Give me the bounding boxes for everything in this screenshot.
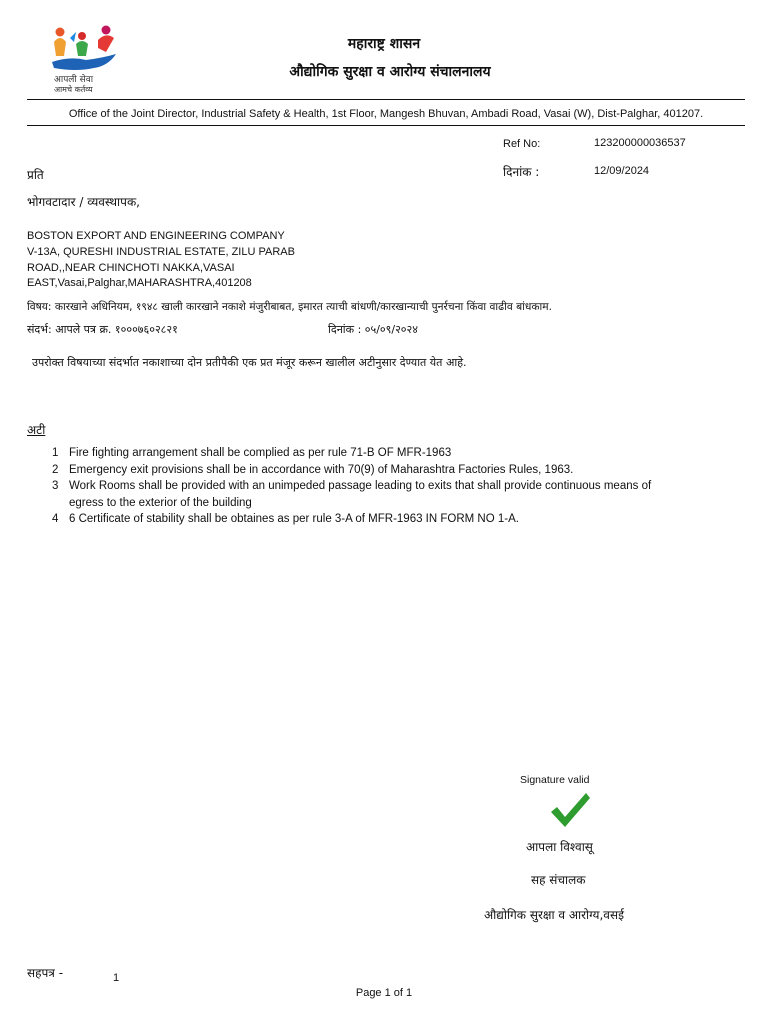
condition-number: 1 xyxy=(52,447,59,459)
page-number: Page 1 of 1 xyxy=(355,987,413,999)
condition-item xyxy=(52,478,672,511)
condition-item xyxy=(52,462,672,479)
government-title: महाराष्ट्र शासन xyxy=(347,36,421,52)
logo-caption-2: आमचे कर्तव्य xyxy=(54,85,93,94)
signature-valid-label: Signature valid xyxy=(520,774,590,786)
header-divider-bottom xyxy=(27,125,745,126)
body-text: उपरोक्त विषयाच्या संदर्भात नकाशाच्या दोन प्रतीपैकी एक प्रत मंजूर करून खालील अटीनुसार देण्यात येत आहे. xyxy=(32,356,467,369)
condition-text: 6 Certificate of stability shall be obtaines as per rule 3-A of MFR-1963 IN FORM NO 1-A. xyxy=(69,513,519,525)
condition-item xyxy=(52,511,672,528)
date-label: दिनांक : xyxy=(503,165,540,179)
conditions-list xyxy=(52,445,672,528)
checkmark-icon xyxy=(548,790,592,830)
ref-no-label: Ref No: xyxy=(503,138,541,150)
date-value: 12/09/2024 xyxy=(594,165,650,177)
condition-number: 3 xyxy=(52,480,59,492)
signatory-office: औद्योगिक सुरक्षा व आरोग्य,वसई xyxy=(484,908,624,922)
recipient-line: V-13A, QURESHI INDUSTRIAL ESTATE, ZILU PARAB xyxy=(27,246,295,258)
enclosure-label: सहपत्र - xyxy=(27,966,64,980)
condition-item xyxy=(52,445,672,462)
condition-text: Work Rooms shall be provided with an unimpeded passage leading to exits that shall provide continuous means of egress to the exterior of the building xyxy=(69,480,652,509)
office-address: Office of the Joint Director, Industrial Safety & Health, 1st Floor, Mangesh Bhuvan, Ambadi Road, Vasai (W), Dist-Palghar, 401207. xyxy=(68,108,704,120)
ref-no-value: 123200000036537 xyxy=(594,137,686,149)
header-divider-top xyxy=(27,99,745,100)
signatory-designation: सह संचालक xyxy=(531,873,586,887)
prati-label: प्रति xyxy=(27,168,44,182)
enclosure-count: 1 xyxy=(113,972,120,984)
conditions-heading: अटी xyxy=(27,423,46,437)
logo-caption-1: आपली सेवा xyxy=(54,75,94,85)
recipient-designation: भोगवटादार / व्यवस्थापक, xyxy=(27,195,140,209)
condition-text: Fire fighting arrangement shall be complied as per rule 71-B OF MFR-1963 xyxy=(69,447,452,459)
recipient-line: EAST,Vasai,Palghar,MAHARASHTRA,401208 xyxy=(27,277,252,289)
department-title: औद्योगिक सुरक्षा व आरोग्य संचालनालय xyxy=(289,64,491,80)
closing-text: आपला विश्वासू xyxy=(526,840,593,854)
subject-line: विषय: कारखाने अधिनियम, १९४८ खाली कारखाने नकाशे मंजुरीबाबत, इमारत त्याची बांधणी/कारखान्याची पुनर्रचना किंवा वाढीव बांधकाम. xyxy=(27,301,552,313)
sandarbh-date: दिनांक : ०५/०९/२०२४ xyxy=(328,323,418,336)
condition-text: Emergency exit provisions shall be in accordance with 70(9) of Maharashtra Factories Rules, 1963. xyxy=(69,463,574,476)
recipient-line: ROAD,,NEAR CHINCHOTI NAKKA,VASAI xyxy=(27,262,235,274)
sandarbh-line: संदर्भ: आपले पत्र क्र. १०००७६०२८२१ xyxy=(27,323,178,336)
condition-number: 2 xyxy=(52,463,59,476)
recipient-line: BOSTON EXPORT AND ENGINEERING COMPANY xyxy=(27,230,285,242)
condition-number: 4 xyxy=(52,513,59,525)
